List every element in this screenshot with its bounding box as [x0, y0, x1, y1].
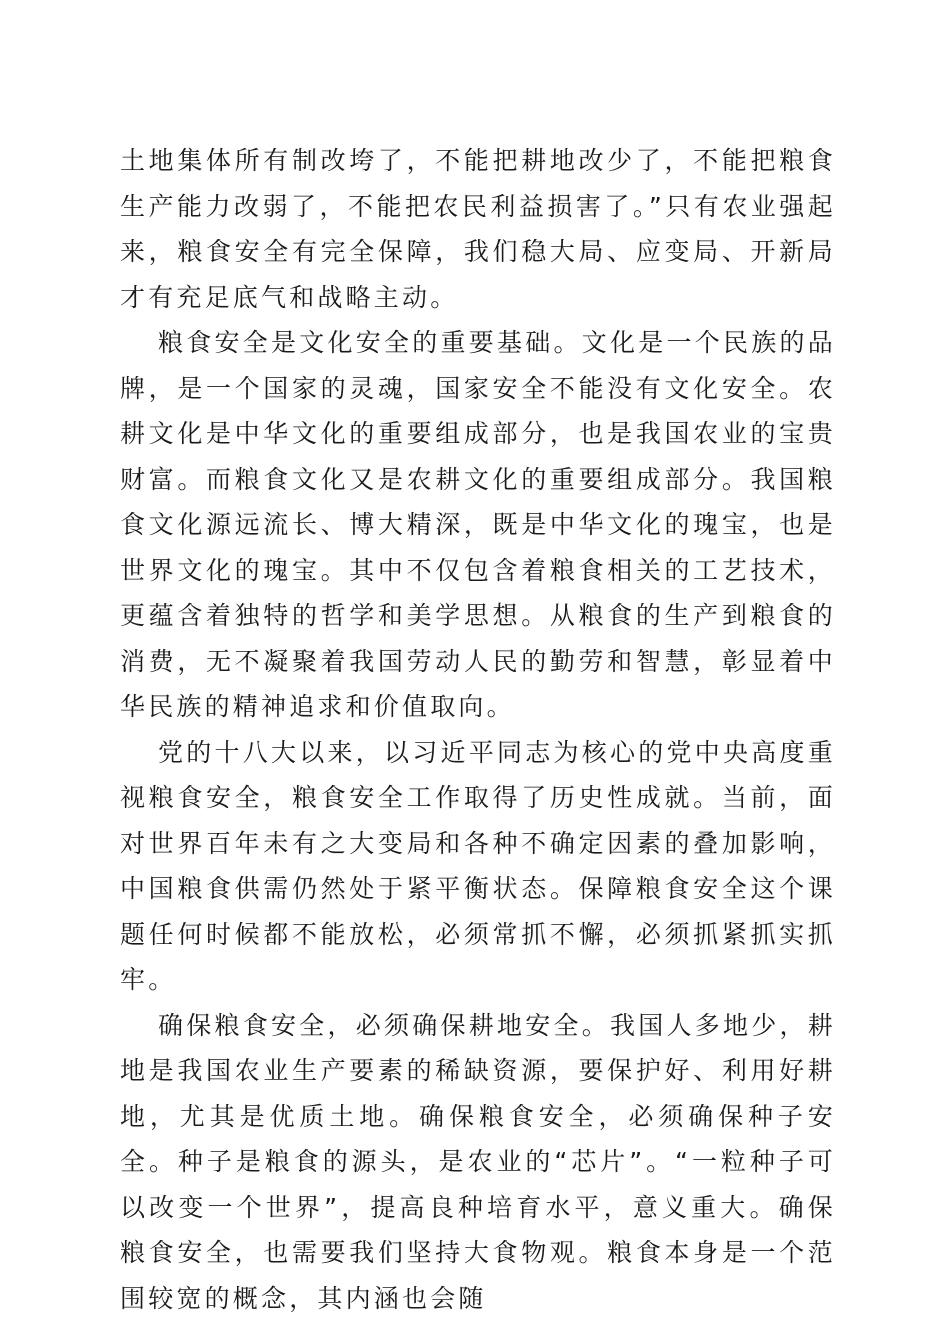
- paragraph-4: 确保粮食安全，必须确保耕地安全。我国人多地少，耕地是我国农业生产要素的稀缺资源，要保护好、利用好耕地，尤其是优质土地。确保粮食安全，必须确保种子安全。种子是粮食的源头，是农业的“芯片”。“一粒种子可以改变一个世界”，提高良种培育水平，意义重大。确保粮食安全，也需要我们坚持大食物观。粮食本身是一个范围较宽的概念，其内涵也会随: [120, 1010, 836, 1313]
- paragraph-3: 党的十八大以来，以习近平同志为核心的党中央高度重视粮食安全，粮食安全工作取得了历史性成就。当前，面对世界百年未有之大变局和各种不确定因素的叠加影响，中国粮食供需仍然处于紧平衡状态。保障粮食安全这个课题任何时候都不能放松，必须常抓不懈，必须抓紧抓实抓牢。: [120, 737, 836, 994]
- document-body: [120, 138, 836, 1321]
- paragraph-2: 粮食安全是文化安全的重要基础。文化是一个民族的品牌，是一个国家的灵魂，国家安全不能没有文化安全。农耕文化是中华文化的重要组成部分，也是我国农业的宝贵财富。而粮食文化又是农耕文化的重要组成部分。我国粮食文化源远流长、博大精深，既是中华文化的瑰宝，也是世界文化的瑰宝。其中不仅包含着粮食相关的工艺技术，更蕴含着独特的哲学和美学思想。从粮食的生产到粮食的消费，无不凝聚着我国劳动人民的勤劳和智慧，彰显着中华民族的精神追求和价值取向。: [120, 328, 836, 721]
- paragraph-1: 土地集体所有制改垮了，不能把耕地改少了，不能把粮食生产能力改弱了，不能把农民利益损害了。”只有农业强起来，粮食安全有完全保障，我们稳大局、应变局、开新局才有充足底气和战略主动。: [120, 146, 836, 312]
